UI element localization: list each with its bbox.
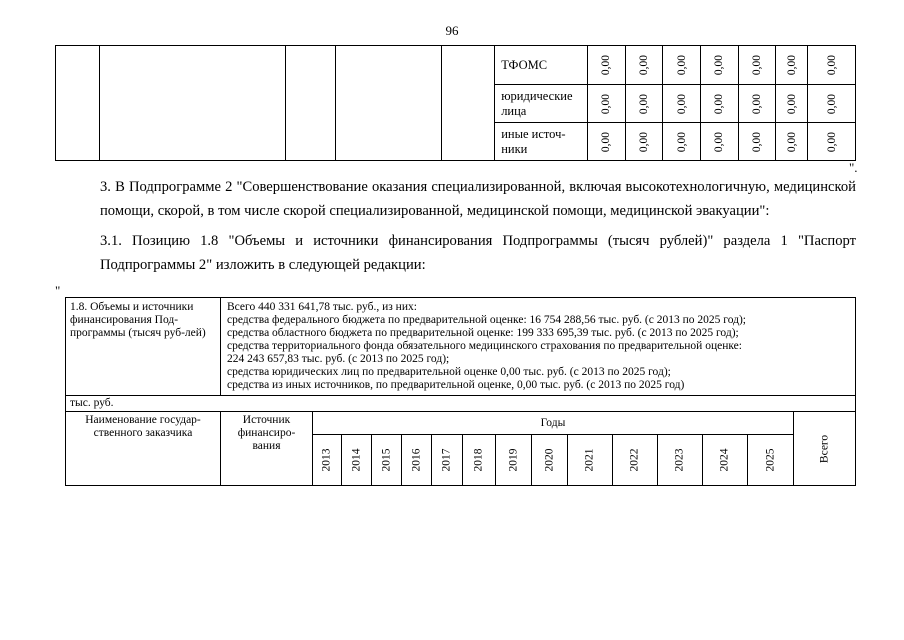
value-text: 0,00 — [713, 131, 726, 152]
row-label: юридические лица — [495, 85, 588, 123]
funding-continuation-table — [55, 45, 856, 161]
value-cell — [587, 46, 625, 85]
year-cell — [372, 435, 402, 486]
value-cell — [776, 46, 808, 85]
year-cell — [432, 435, 463, 486]
value-cell — [701, 85, 739, 123]
year-text: 2023 — [673, 448, 686, 472]
passport-row — [66, 298, 856, 396]
passport-table — [65, 297, 856, 486]
value-text: 0,00 — [751, 131, 764, 152]
value-cell — [808, 123, 856, 161]
year-cell — [402, 435, 432, 486]
year-text: 2025 — [764, 448, 776, 472]
units-row — [66, 396, 856, 412]
value-cell — [587, 123, 625, 161]
year-cell — [568, 435, 613, 486]
year-text: 2015 — [380, 448, 392, 472]
empty-cell — [336, 46, 442, 161]
value-text: 0,00 — [637, 93, 650, 114]
value-text: 0,00 — [825, 131, 838, 152]
year-cell — [463, 435, 496, 486]
value-cell — [738, 123, 776, 161]
empty-cell — [56, 46, 100, 161]
year-text: 2014 — [350, 448, 362, 472]
year-cell — [703, 435, 748, 486]
table-row — [56, 46, 856, 85]
value-cell — [663, 46, 701, 85]
value-cell — [738, 46, 776, 85]
value-text: 0,00 — [675, 54, 688, 76]
year-text: 2020 — [543, 448, 555, 472]
total-header — [794, 412, 856, 486]
value-cell — [625, 123, 663, 161]
value-text: 0,00 — [825, 54, 838, 76]
year-text: 2017 — [440, 448, 453, 472]
year-cell — [748, 435, 794, 486]
value-cell — [701, 123, 739, 161]
value-text: 0,00 — [785, 131, 798, 152]
year-text: 2018 — [472, 448, 485, 472]
value-cell — [701, 46, 739, 85]
year-cell — [342, 435, 372, 486]
years-header: Годы — [313, 412, 794, 435]
empty-cell — [286, 46, 336, 161]
opening-quote: " — [55, 283, 61, 298]
value-text: 0,00 — [713, 93, 726, 114]
value-cell — [587, 85, 625, 123]
passport-line: средства юридических лиц по предварительной оценке 0,00 тыс. руб. (с 2013 по 2025 год); — [227, 366, 671, 378]
value-text: 0,00 — [675, 93, 688, 114]
year-cell — [496, 435, 532, 486]
year-text: 2024 — [718, 448, 731, 472]
passport-content — [221, 298, 856, 396]
value-text: 0,00 — [785, 93, 798, 114]
empty-cell — [99, 46, 285, 161]
value-text: 0,00 — [600, 131, 613, 152]
value-text: 0,00 — [751, 54, 764, 76]
value-text: 0,00 — [825, 93, 838, 114]
value-text: 0,00 — [785, 54, 798, 76]
value-text: 0,00 — [637, 131, 650, 152]
passport-line: средства территориального фонда обязательного медицинского страхования по предварительной оценке: — [227, 340, 742, 352]
passport-line: средства из иных источников, по предварительной оценке, 0,00 тыс. руб. (с 2013 по 2025 год) — [227, 379, 685, 391]
paragraph-3 — [55, 175, 856, 223]
value-cell — [808, 85, 856, 123]
value-cell — [625, 85, 663, 123]
value-cell — [808, 46, 856, 85]
row-label: ТФОМС — [495, 46, 588, 85]
customer-header: Наименование государ-ственного заказчика — [66, 412, 221, 486]
year-text: 2019 — [507, 448, 519, 472]
value-cell — [776, 85, 808, 123]
value-cell — [663, 85, 701, 123]
passport-line: средства областного бюджета по предварительной оценке: 199 333 695,39 тыс. руб. (с 2013 по 2025 год); — [227, 327, 739, 339]
value-text: 0,00 — [637, 54, 650, 76]
year-text: 2022 — [628, 448, 641, 472]
paragraph-3-1-text: 3.1. Позицию 1.8 "Объемы и источники финансирования Подпрограммы (тысяч рублей)" раздела 1 "Паспорт Подпрограммы 2" изложить в следующей редакции: — [100, 233, 856, 273]
value-cell — [663, 123, 701, 161]
closing-quote: ". — [849, 160, 858, 175]
total-header-text: Всего — [818, 434, 831, 463]
row-label: иные источ-ники — [495, 123, 588, 161]
year-cell — [613, 435, 658, 486]
value-cell — [776, 123, 808, 161]
paragraph-3-1 — [55, 229, 856, 277]
value-text: 0,00 — [713, 54, 726, 76]
units-label: тыс. руб. — [66, 396, 856, 412]
value-cell — [738, 85, 776, 123]
value-text: 0,00 — [600, 54, 613, 76]
empty-cell — [442, 46, 495, 161]
passport-label: 1.8. Объемы и источники финансирования Под-программы (тысяч руб-лей) — [66, 298, 221, 396]
value-text: 0,00 — [751, 93, 764, 114]
year-cell — [532, 435, 568, 486]
year-text: 2021 — [583, 448, 596, 472]
value-text: 0,00 — [600, 93, 613, 114]
header-row — [66, 412, 856, 435]
value-cell — [625, 46, 663, 85]
paragraph-3-text: 3. В Подпрограмме 2 "Совершенствование оказания специализированной, включая высокотехнологичную, медицинской помощи, скорой, в том числе скорой специализированной, медицинской помощи, медицинской эвакуации": — [100, 179, 856, 219]
passport-line: 224 243 657,83 тыс. руб. (с 2013 по 2025 год); — [227, 353, 450, 365]
passport-line: Всего 440 331 641,78 тыс. руб., из них: — [227, 301, 417, 313]
year-cell — [313, 435, 342, 486]
year-text: 2016 — [410, 448, 422, 472]
source-header: Источник финансиро-вания — [221, 412, 313, 486]
passport-line: средства федерального бюджета по предварительной оценке: 16 754 288,56 тыс. руб. (с 2013 по 2025 год); — [227, 314, 746, 326]
value-text: 0,00 — [675, 131, 688, 152]
year-text: 2013 — [320, 448, 333, 472]
page-number: 96 — [445, 23, 459, 38]
year-cell — [658, 435, 703, 486]
